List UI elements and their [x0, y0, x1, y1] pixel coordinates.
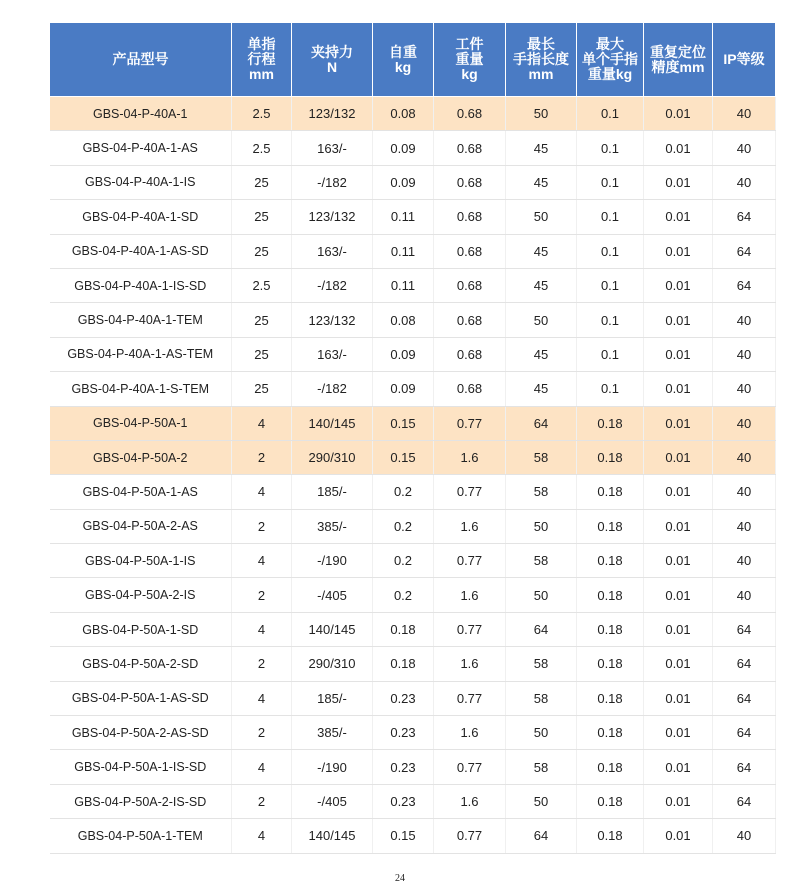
cell-ip-rating: 40 [713, 406, 776, 440]
cell-ip-rating: 40 [713, 578, 776, 612]
cell-finger-weight: 0.1 [577, 303, 644, 337]
cell-stroke: 25 [232, 234, 292, 268]
header-repeatability: 重复定位 精度mm [644, 23, 713, 97]
cell-ip-rating: 64 [713, 681, 776, 715]
cell-finger-length: 50 [506, 97, 577, 131]
cell-ip-rating: 40 [713, 544, 776, 578]
cell-grip-force: 185/- [292, 475, 373, 509]
spec-table-container [49, 22, 775, 854]
cell-workpiece-weight: 0.68 [434, 131, 506, 165]
table-row [50, 647, 776, 681]
cell-workpiece-weight: 0.68 [434, 372, 506, 406]
cell-finger-weight: 0.18 [577, 475, 644, 509]
cell-stroke: 2 [232, 647, 292, 681]
cell-weight: 0.09 [373, 165, 434, 199]
cell-stroke: 25 [232, 337, 292, 371]
cell-workpiece-weight: 0.68 [434, 337, 506, 371]
header-grip-force: 夹持力 N [292, 23, 373, 97]
cell-repeatability: 0.01 [644, 406, 713, 440]
gripper-spec-table [49, 22, 776, 854]
cell-grip-force: 290/310 [292, 440, 373, 474]
cell-model: GBS-04-P-50A-1-TEM [50, 819, 232, 853]
cell-ip-rating: 40 [713, 475, 776, 509]
cell-ip-rating: 40 [713, 819, 776, 853]
cell-ip-rating: 64 [713, 612, 776, 646]
cell-repeatability: 0.01 [644, 440, 713, 474]
cell-finger-weight: 0.1 [577, 131, 644, 165]
cell-ip-rating: 40 [713, 440, 776, 474]
cell-workpiece-weight: 0.77 [434, 612, 506, 646]
cell-workpiece-weight: 0.68 [434, 165, 506, 199]
cell-finger-weight: 0.18 [577, 784, 644, 818]
cell-finger-length: 58 [506, 544, 577, 578]
cell-repeatability: 0.01 [644, 372, 713, 406]
table-row [50, 578, 776, 612]
cell-weight: 0.15 [373, 406, 434, 440]
cell-workpiece-weight: 1.6 [434, 784, 506, 818]
cell-model: GBS-04-P-50A-1-AS-SD [50, 681, 232, 715]
cell-repeatability: 0.01 [644, 337, 713, 371]
table-row [50, 750, 776, 784]
cell-grip-force: 163/- [292, 131, 373, 165]
cell-finger-weight: 0.18 [577, 819, 644, 853]
cell-stroke: 25 [232, 372, 292, 406]
cell-repeatability: 0.01 [644, 819, 713, 853]
cell-stroke: 4 [232, 406, 292, 440]
cell-model: GBS-04-P-40A-1-IS [50, 165, 232, 199]
cell-grip-force: 163/- [292, 337, 373, 371]
cell-ip-rating: 40 [713, 303, 776, 337]
cell-grip-force: -/190 [292, 544, 373, 578]
cell-stroke: 2.5 [232, 131, 292, 165]
cell-finger-weight: 0.1 [577, 97, 644, 131]
cell-weight: 0.23 [373, 681, 434, 715]
cell-finger-length: 45 [506, 337, 577, 371]
cell-grip-force: 123/132 [292, 97, 373, 131]
cell-weight: 0.18 [373, 647, 434, 681]
cell-stroke: 2 [232, 509, 292, 543]
table-row [50, 97, 776, 131]
cell-workpiece-weight: 0.77 [434, 750, 506, 784]
cell-model: GBS-04-P-40A-1-IS-SD [50, 268, 232, 302]
cell-repeatability: 0.01 [644, 544, 713, 578]
cell-grip-force: 140/145 [292, 406, 373, 440]
cell-weight: 0.15 [373, 440, 434, 474]
cell-stroke: 2 [232, 578, 292, 612]
cell-weight: 0.09 [373, 131, 434, 165]
cell-model: GBS-04-P-40A-1-TEM [50, 303, 232, 337]
table-row [50, 406, 776, 440]
cell-finger-weight: 0.1 [577, 337, 644, 371]
cell-weight: 0.11 [373, 234, 434, 268]
table-row [50, 372, 776, 406]
cell-grip-force: -/182 [292, 165, 373, 199]
cell-weight: 0.18 [373, 612, 434, 646]
cell-model: GBS-04-P-40A-1-AS-SD [50, 234, 232, 268]
page-number: 24 [395, 873, 405, 884]
cell-stroke: 4 [232, 750, 292, 784]
table-row [50, 716, 776, 750]
cell-workpiece-weight: 1.6 [434, 716, 506, 750]
cell-finger-length: 58 [506, 647, 577, 681]
cell-finger-weight: 0.18 [577, 406, 644, 440]
cell-finger-length: 45 [506, 372, 577, 406]
cell-finger-length: 45 [506, 234, 577, 268]
cell-workpiece-weight: 1.6 [434, 578, 506, 612]
cell-finger-length: 64 [506, 819, 577, 853]
cell-workpiece-weight: 0.68 [434, 200, 506, 234]
cell-repeatability: 0.01 [644, 268, 713, 302]
cell-finger-weight: 0.18 [577, 612, 644, 646]
table-row [50, 337, 776, 371]
header-workpiece-weight: 工件 重量 kg [434, 23, 506, 97]
cell-finger-weight: 0.1 [577, 200, 644, 234]
cell-finger-weight: 0.18 [577, 578, 644, 612]
table-row [50, 440, 776, 474]
cell-weight: 0.09 [373, 337, 434, 371]
cell-stroke: 4 [232, 819, 292, 853]
cell-grip-force: 123/132 [292, 303, 373, 337]
cell-finger-weight: 0.1 [577, 234, 644, 268]
header-weight: 自重 kg [373, 23, 434, 97]
cell-workpiece-weight: 1.6 [434, 440, 506, 474]
cell-grip-force: 385/- [292, 716, 373, 750]
cell-repeatability: 0.01 [644, 750, 713, 784]
cell-weight: 0.23 [373, 716, 434, 750]
cell-ip-rating: 40 [713, 165, 776, 199]
table-row [50, 165, 776, 199]
cell-model: GBS-04-P-50A-1 [50, 406, 232, 440]
cell-weight: 0.23 [373, 750, 434, 784]
cell-finger-weight: 0.1 [577, 268, 644, 302]
cell-stroke: 25 [232, 165, 292, 199]
cell-model: GBS-04-P-50A-2 [50, 440, 232, 474]
cell-workpiece-weight: 0.77 [434, 819, 506, 853]
cell-repeatability: 0.01 [644, 509, 713, 543]
table-row [50, 509, 776, 543]
cell-finger-length: 64 [506, 406, 577, 440]
cell-finger-weight: 0.18 [577, 440, 644, 474]
cell-finger-length: 50 [506, 716, 577, 750]
cell-finger-weight: 0.1 [577, 372, 644, 406]
cell-weight: 0.2 [373, 509, 434, 543]
cell-weight: 0.09 [373, 372, 434, 406]
table-row [50, 200, 776, 234]
cell-finger-length: 45 [506, 165, 577, 199]
cell-ip-rating: 64 [713, 647, 776, 681]
cell-grip-force: -/405 [292, 578, 373, 612]
cell-stroke: 2 [232, 784, 292, 818]
cell-grip-force: -/405 [292, 784, 373, 818]
cell-ip-rating: 64 [713, 268, 776, 302]
cell-grip-force: 163/- [292, 234, 373, 268]
cell-stroke: 25 [232, 303, 292, 337]
cell-model: GBS-04-P-50A-2-SD [50, 647, 232, 681]
cell-repeatability: 0.01 [644, 200, 713, 234]
cell-model: GBS-04-P-40A-1-AS-TEM [50, 337, 232, 371]
cell-model: GBS-04-P-50A-1-SD [50, 612, 232, 646]
cell-ip-rating: 64 [713, 750, 776, 784]
cell-ip-rating: 40 [713, 337, 776, 371]
cell-model: GBS-04-P-50A-2-IS [50, 578, 232, 612]
table-row [50, 612, 776, 646]
cell-model: GBS-04-P-40A-1 [50, 97, 232, 131]
cell-repeatability: 0.01 [644, 97, 713, 131]
table-row [50, 234, 776, 268]
table-row [50, 268, 776, 302]
table-header-row [50, 23, 776, 97]
table-row [50, 303, 776, 337]
cell-repeatability: 0.01 [644, 612, 713, 646]
cell-ip-rating: 64 [713, 234, 776, 268]
cell-repeatability: 0.01 [644, 303, 713, 337]
cell-weight: 0.2 [373, 578, 434, 612]
cell-workpiece-weight: 0.68 [434, 234, 506, 268]
cell-finger-weight: 0.18 [577, 509, 644, 543]
cell-grip-force: 140/145 [292, 819, 373, 853]
cell-ip-rating: 64 [713, 716, 776, 750]
cell-model: GBS-04-P-50A-2-AS-SD [50, 716, 232, 750]
cell-repeatability: 0.01 [644, 165, 713, 199]
table-row [50, 681, 776, 715]
cell-finger-weight: 0.18 [577, 681, 644, 715]
cell-weight: 0.2 [373, 475, 434, 509]
cell-workpiece-weight: 0.68 [434, 268, 506, 302]
cell-weight: 0.11 [373, 268, 434, 302]
cell-ip-rating: 40 [713, 509, 776, 543]
cell-stroke: 4 [232, 681, 292, 715]
cell-repeatability: 0.01 [644, 647, 713, 681]
cell-stroke: 2.5 [232, 268, 292, 302]
cell-weight: 0.08 [373, 97, 434, 131]
cell-finger-weight: 0.18 [577, 544, 644, 578]
cell-stroke: 25 [232, 200, 292, 234]
cell-model: GBS-04-P-40A-1-SD [50, 200, 232, 234]
cell-finger-length: 50 [506, 578, 577, 612]
cell-repeatability: 0.01 [644, 234, 713, 268]
cell-model: GBS-04-P-50A-2-IS-SD [50, 784, 232, 818]
table-row [50, 819, 776, 853]
cell-finger-weight: 0.18 [577, 647, 644, 681]
cell-repeatability: 0.01 [644, 716, 713, 750]
cell-workpiece-weight: 0.68 [434, 303, 506, 337]
cell-model: GBS-04-P-50A-1-AS [50, 475, 232, 509]
cell-stroke: 2 [232, 440, 292, 474]
cell-workpiece-weight: 0.68 [434, 97, 506, 131]
cell-model: GBS-04-P-50A-1-IS [50, 544, 232, 578]
cell-finger-length: 50 [506, 303, 577, 337]
cell-ip-rating: 64 [713, 200, 776, 234]
header-ip-rating: IP等级 [713, 23, 776, 97]
cell-grip-force: 290/310 [292, 647, 373, 681]
cell-workpiece-weight: 0.77 [434, 406, 506, 440]
cell-weight: 0.11 [373, 200, 434, 234]
cell-stroke: 2.5 [232, 97, 292, 131]
cell-stroke: 4 [232, 475, 292, 509]
cell-model: GBS-04-P-40A-1-S-TEM [50, 372, 232, 406]
cell-workpiece-weight: 0.77 [434, 544, 506, 578]
table-row [50, 784, 776, 818]
cell-grip-force: 185/- [292, 681, 373, 715]
cell-ip-rating: 40 [713, 97, 776, 131]
cell-grip-force: 140/145 [292, 612, 373, 646]
cell-finger-length: 45 [506, 268, 577, 302]
cell-finger-length: 64 [506, 612, 577, 646]
table-row [50, 131, 776, 165]
cell-model: GBS-04-P-50A-1-IS-SD [50, 750, 232, 784]
cell-grip-force: 385/- [292, 509, 373, 543]
cell-finger-weight: 0.18 [577, 750, 644, 784]
cell-weight: 0.23 [373, 784, 434, 818]
cell-workpiece-weight: 1.6 [434, 509, 506, 543]
cell-stroke: 4 [232, 544, 292, 578]
cell-finger-length: 58 [506, 681, 577, 715]
cell-finger-length: 50 [506, 200, 577, 234]
cell-finger-length: 58 [506, 440, 577, 474]
cell-finger-length: 50 [506, 784, 577, 818]
cell-ip-rating: 40 [713, 131, 776, 165]
header-model: 产品型号 [50, 23, 232, 97]
cell-repeatability: 0.01 [644, 578, 713, 612]
header-stroke: 单指 行程 mm [232, 23, 292, 97]
cell-model: GBS-04-P-50A-2-AS [50, 509, 232, 543]
cell-ip-rating: 64 [713, 784, 776, 818]
cell-finger-length: 58 [506, 475, 577, 509]
cell-repeatability: 0.01 [644, 131, 713, 165]
cell-weight: 0.08 [373, 303, 434, 337]
cell-finger-weight: 0.18 [577, 716, 644, 750]
cell-weight: 0.2 [373, 544, 434, 578]
table-row [50, 544, 776, 578]
cell-workpiece-weight: 0.77 [434, 475, 506, 509]
cell-finger-length: 45 [506, 131, 577, 165]
cell-grip-force: -/182 [292, 372, 373, 406]
table-row [50, 475, 776, 509]
cell-model: GBS-04-P-40A-1-AS [50, 131, 232, 165]
cell-stroke: 2 [232, 716, 292, 750]
cell-stroke: 4 [232, 612, 292, 646]
cell-weight: 0.15 [373, 819, 434, 853]
cell-ip-rating: 40 [713, 372, 776, 406]
header-finger-length: 最长 手指长度 mm [506, 23, 577, 97]
header-finger-weight: 最大 单个手指 重量kg [577, 23, 644, 97]
cell-workpiece-weight: 0.77 [434, 681, 506, 715]
cell-finger-weight: 0.1 [577, 165, 644, 199]
cell-finger-length: 50 [506, 509, 577, 543]
cell-repeatability: 0.01 [644, 475, 713, 509]
cell-finger-length: 58 [506, 750, 577, 784]
cell-repeatability: 0.01 [644, 784, 713, 818]
cell-repeatability: 0.01 [644, 681, 713, 715]
cell-grip-force: -/190 [292, 750, 373, 784]
cell-workpiece-weight: 1.6 [434, 647, 506, 681]
cell-grip-force: -/182 [292, 268, 373, 302]
cell-grip-force: 123/132 [292, 200, 373, 234]
